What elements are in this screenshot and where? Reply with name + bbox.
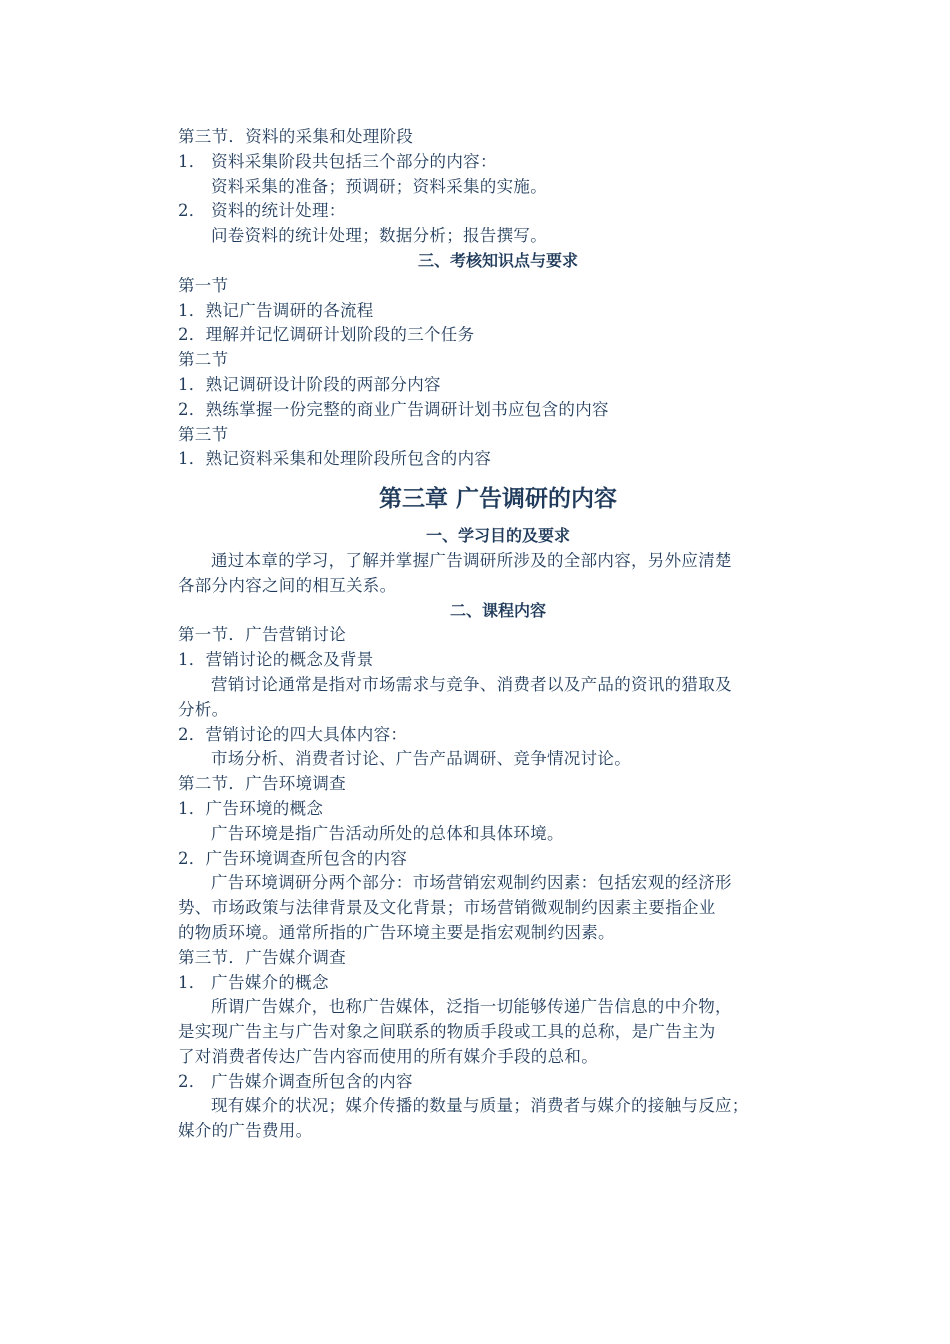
paragraph-line: 市场分析、消费者讨论、广告产品调研、竞争情况讨论。	[211, 749, 631, 769]
list-item: 2．熟练掌握一份完整的商业广告调研计划书应包含的内容	[178, 399, 609, 419]
paragraph-line: 资料采集的准备；预调研；资料采集的实施。	[211, 176, 547, 196]
section-label: 第二节	[178, 350, 229, 370]
list-item: 1．熟记资料采集和处理阶段所包含的内容	[178, 449, 492, 469]
list-item: 2． 广告媒介调查所包含的内容	[178, 1071, 413, 1091]
paragraph-line: 广告环境是指广告活动所处的总体和具体环境。	[211, 823, 564, 843]
chapter-title: 第三章 广告调研的内容	[378, 486, 617, 513]
part-heading: 三、考核知识点与要求	[417, 250, 578, 270]
section-title: 第三节．广告媒介调查	[178, 947, 346, 967]
part-heading: 二、课程内容	[449, 600, 546, 620]
list-item: 1． 广告媒介的概念	[178, 972, 329, 992]
paragraph-line: 营销讨论通常是指对市场需求与竞争、消费者以及产品的资讯的猎取及	[211, 674, 732, 694]
paragraph-line: 势、市场政策与法律背景及文化背景；市场营销微观制约因素主要指企业	[178, 898, 716, 918]
list-item: 2． 资料的统计处理：	[178, 201, 346, 221]
paragraph-line: 通过本章的学习，了解并掌握广告调研所涉及的全部内容，另外应清楚	[211, 550, 732, 570]
section-label: 第一节	[178, 275, 229, 295]
paragraph-line: 问卷资料的统计处理；数据分析；报告撰写。	[211, 226, 547, 246]
section-title: 第一节．广告营销讨论	[178, 625, 346, 645]
list-item: 2．营销讨论的四大具体内容：	[178, 724, 408, 744]
section-title: 第二节．广告环境调查	[178, 774, 346, 794]
part-heading: 一、学习目的及要求	[425, 526, 570, 546]
section-label: 第三节	[178, 424, 229, 444]
list-item: 2．理解并记忆调研计划阶段的三个任务	[178, 325, 475, 345]
paragraph-line: 是实现广告主与广告对象之间联系的物质手段或工具的总称，是广告主为	[178, 1022, 716, 1042]
list-item: 1．熟记调研设计阶段的两部分内容	[178, 374, 441, 394]
section-title: 第三节．资料的采集和处理阶段	[178, 127, 414, 146]
paragraph-line: 分析。	[178, 699, 229, 719]
list-item: 1．营销讨论的概念及背景	[178, 650, 374, 670]
paragraph-line: 广告环境调研分两个部分：市场营销宏观制约因素：包括宏观的经济形	[211, 873, 732, 893]
paragraph-line: 的物质环境。通常所指的广告环境主要是指宏观制约因素。	[178, 922, 615, 942]
paragraph-line: 了对消费者传达广告内容而使用的所有媒介手段的总和。	[178, 1046, 598, 1066]
paragraph-line: 各部分内容之间的相互关系。	[178, 575, 397, 595]
paragraph-line: 现有媒介的状况；媒介传播的数量与质量；消费者与媒介的接触与反应；	[211, 1096, 749, 1116]
paragraph-line: 所谓广告媒介，也称广告媒体，泛指一切能够传递广告信息的中介物，	[211, 997, 732, 1017]
list-item: 1．广告环境的概念	[178, 798, 324, 818]
document-page	[178, 125, 818, 1144]
paragraph-line: 媒介的广告费用。	[178, 1121, 313, 1141]
list-item: 1． 资料采集阶段共包括三个部分的内容：	[178, 151, 497, 171]
list-item: 1．熟记广告调研的各流程	[178, 300, 374, 320]
list-item: 2．广告环境调查所包含的内容	[178, 848, 408, 868]
